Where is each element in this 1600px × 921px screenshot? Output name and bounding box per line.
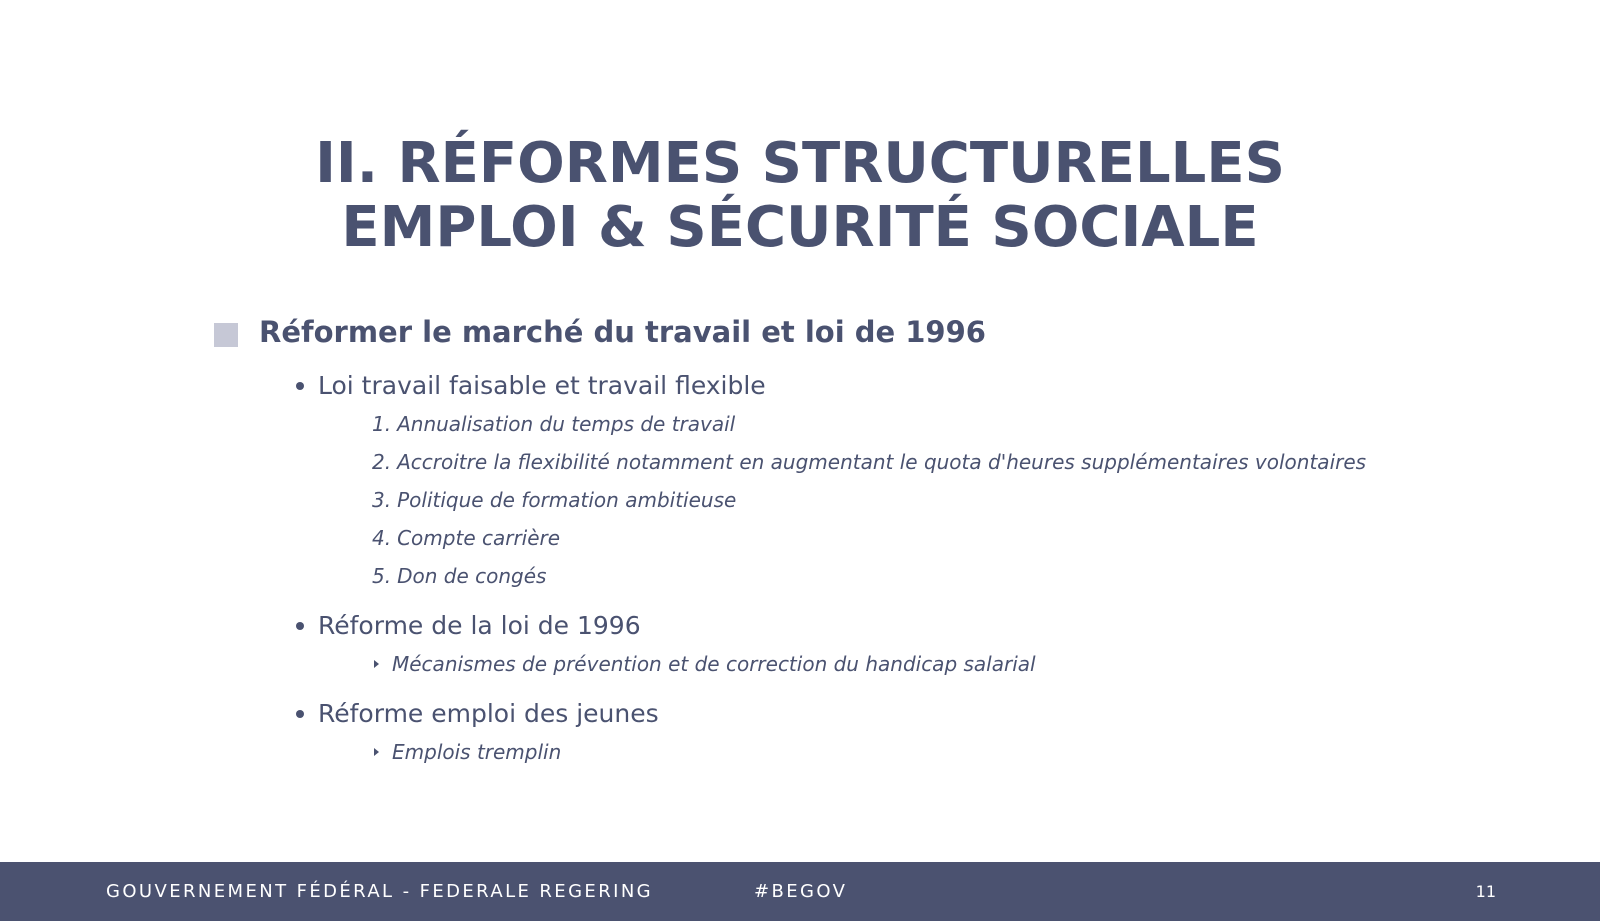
footer-hashtag: #BEGOV xyxy=(754,881,848,902)
title-line-2: EMPLOI & SÉCURITÉ SOCIALE xyxy=(341,195,1259,260)
page-number: 11 xyxy=(1475,882,1496,901)
numbered-item-3 xyxy=(372,482,1394,520)
item-text: Annualisation du temps de travail xyxy=(397,412,736,436)
sub-item-handicap-salarial xyxy=(372,646,1394,684)
list-item-label: Réforme emploi des jeunes xyxy=(318,699,659,728)
list-item-loi-1996 xyxy=(296,606,1394,646)
item-number: 2. xyxy=(372,450,392,474)
round-bullet-icon xyxy=(296,382,304,390)
item-text: Don de congés xyxy=(397,564,547,588)
list-item-loi-travail xyxy=(296,366,1394,406)
round-bullet-icon xyxy=(296,710,304,718)
triangle-bullet-icon xyxy=(374,660,379,668)
item-number: 4. xyxy=(372,526,392,550)
list-item-emploi-jeunes xyxy=(296,694,1394,734)
slide-content xyxy=(214,310,1394,772)
numbered-item-5 xyxy=(372,558,1394,596)
numbered-item-4 xyxy=(372,520,1394,558)
section-heading-row xyxy=(214,310,1394,358)
item-number: 1. xyxy=(372,412,392,436)
footer-bar xyxy=(0,862,1600,921)
item-text: Emplois tremplin xyxy=(392,740,562,764)
footer-organization: GOUVERNEMENT FÉDÉRAL - FEDERALE REGERING xyxy=(106,881,654,902)
item-text: Accroitre la flexibilité notamment en augmentant le quota d'heures supplémentaires volontaires xyxy=(397,450,1367,474)
title-line-1: II. RÉFORMES STRUCTURELLES xyxy=(315,131,1285,196)
triangle-bullet-icon xyxy=(374,748,379,756)
square-bullet-icon xyxy=(214,323,238,347)
numbered-item-2 xyxy=(372,444,1394,482)
item-text: Mécanismes de prévention et de correction du handicap salarial xyxy=(392,652,1036,676)
item-text: Compte carrière xyxy=(397,526,561,550)
list-item-label: Réforme de la loi de 1996 xyxy=(318,611,641,640)
item-number: 3. xyxy=(372,488,392,512)
item-number: 5. xyxy=(372,564,392,588)
slide-title xyxy=(0,132,1600,260)
round-bullet-icon xyxy=(296,622,304,630)
list-item-label: Loi travail faisable et travail flexible xyxy=(318,371,766,400)
sub-item-emplois-tremplin xyxy=(372,734,1394,772)
item-text: Politique de formation ambitieuse xyxy=(397,488,737,512)
section-heading: Réformer le marché du travail et loi de 1996 xyxy=(259,315,986,349)
numbered-item-1 xyxy=(372,406,1394,444)
